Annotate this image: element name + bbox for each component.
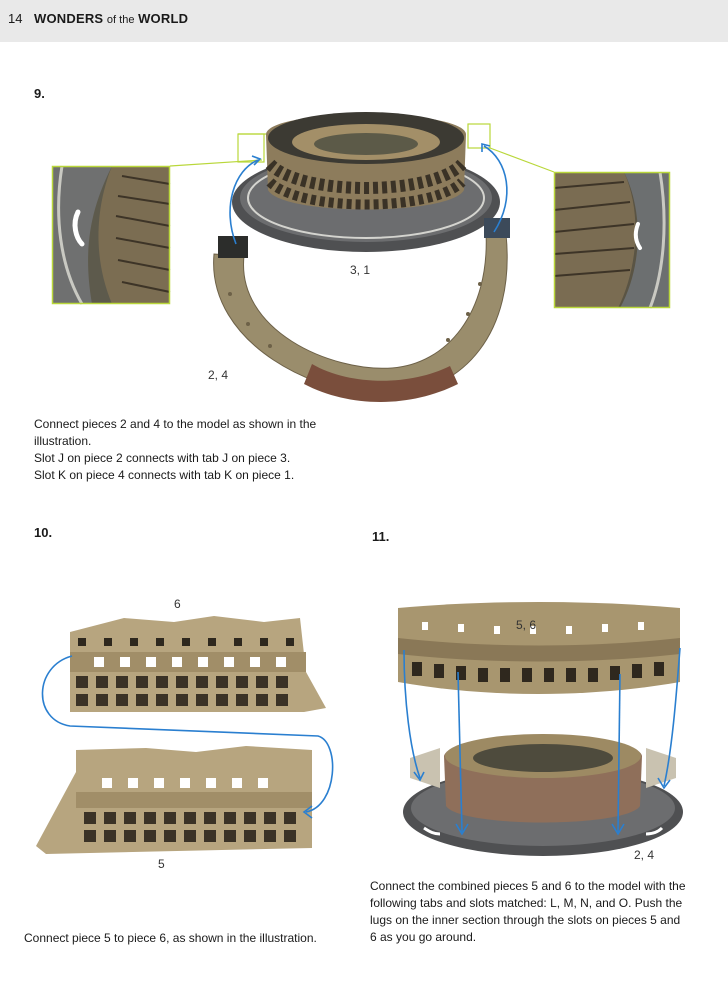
step-9-line-3: Slot J on piece 2 connects with tab J on piece 3. bbox=[34, 451, 291, 465]
step-10-label-6: 6 bbox=[174, 597, 181, 611]
step-9-line-4: Slot K on piece 4 connects with tab K on piece 1. bbox=[34, 468, 295, 482]
page-number: 14 bbox=[8, 11, 23, 26]
step-11-instructions bbox=[370, 878, 715, 946]
title-of: of the bbox=[106, 14, 135, 26]
step-9-line-1: Connect pieces 2 and 4 to the model as shown in the bbox=[34, 417, 317, 431]
title-prefix: WONDERS bbox=[34, 11, 104, 26]
step-11-line-2: following tabs and slots matched: L, M, N, and O. Push the bbox=[370, 896, 683, 910]
title-suffix: WORLD bbox=[138, 11, 189, 26]
step-10-label-5: 5 bbox=[158, 857, 165, 871]
step-11-label-5-6: 5, 6 bbox=[516, 618, 537, 632]
step-10-caption: Connect piece 5 to piece 6, as shown in the illustration. bbox=[24, 931, 317, 945]
step-9-label-2-4: 2, 4 bbox=[208, 368, 229, 382]
step-11-line-4: 6 as you go around. bbox=[370, 930, 477, 944]
step-9-line-2: illustration. bbox=[34, 434, 92, 448]
step-11-line-3: lugs on the inner section through the slots on pieces 5 and bbox=[370, 913, 681, 927]
step-11-number: 11. bbox=[372, 529, 390, 544]
step-11-line-1: Connect the combined pieces 5 and 6 to the model with the bbox=[370, 879, 686, 893]
step-11-label-2-4: 2, 4 bbox=[634, 848, 655, 862]
step-9-number: 9. bbox=[34, 86, 45, 101]
step-10-number: 10. bbox=[34, 525, 53, 540]
step-9-label-3-1: 3, 1 bbox=[350, 263, 371, 277]
